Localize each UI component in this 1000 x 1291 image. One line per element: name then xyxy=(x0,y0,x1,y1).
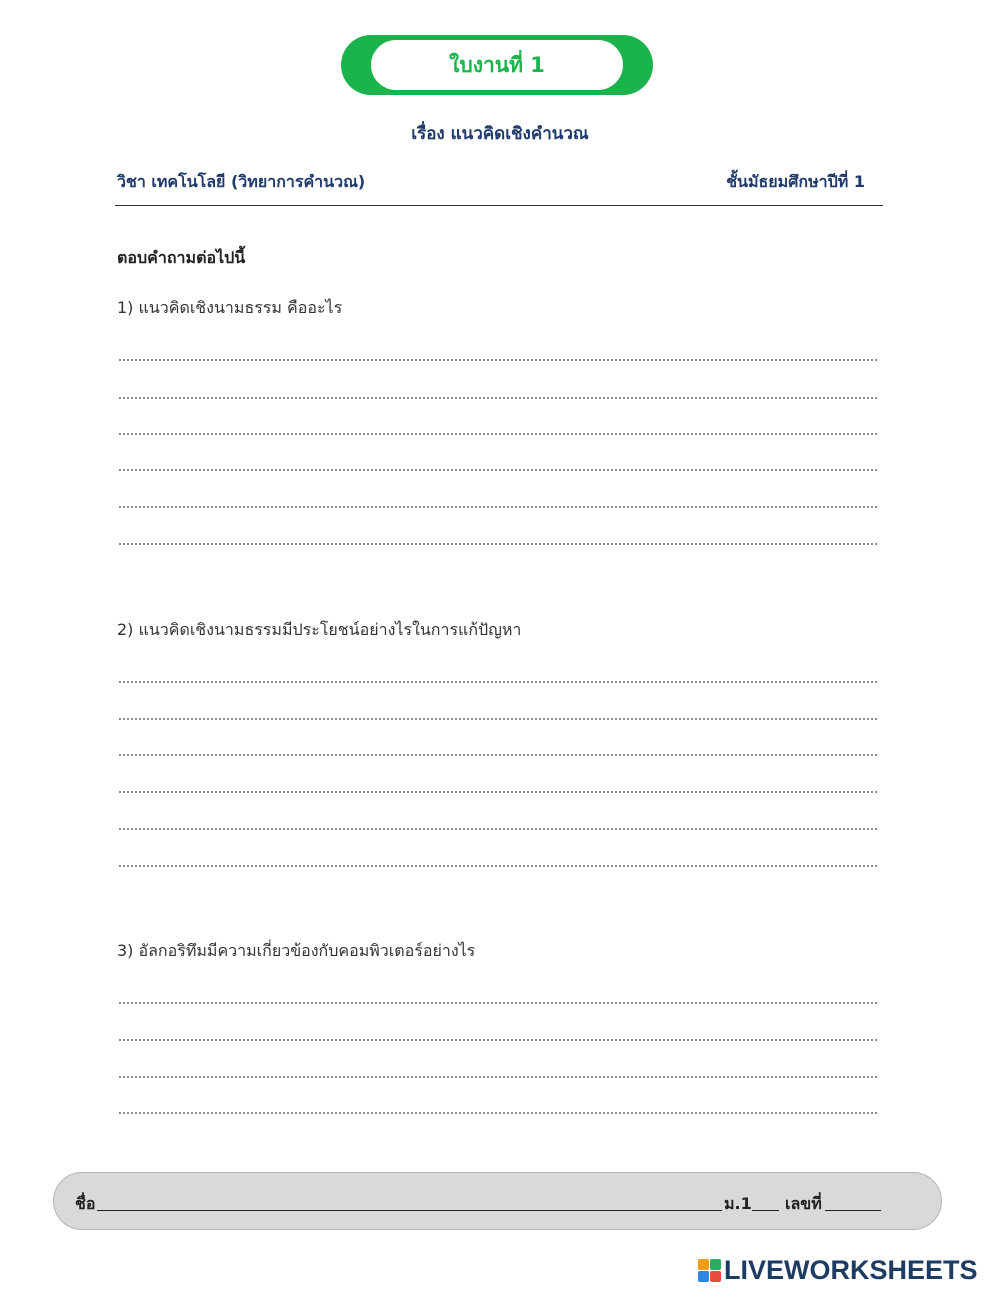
answer-line[interactable] xyxy=(118,506,878,508)
answer-line[interactable] xyxy=(118,718,878,720)
student-info-bar xyxy=(53,1172,942,1230)
answer-line[interactable] xyxy=(118,397,878,399)
question-1: 1) แนวคิดเชิงนามธรรม คืออะไร xyxy=(117,298,343,317)
number-label: เลขที่ xyxy=(785,1194,822,1213)
liveworksheets-logo[interactable] xyxy=(698,1253,978,1287)
answer-line[interactable] xyxy=(118,1076,878,1078)
answer-line[interactable] xyxy=(118,543,878,545)
title-banner xyxy=(341,35,653,95)
answer-line[interactable] xyxy=(118,433,878,435)
answer-line[interactable] xyxy=(118,791,878,793)
number-field[interactable] xyxy=(825,1210,881,1211)
name-field[interactable] xyxy=(97,1210,722,1211)
answer-line[interactable] xyxy=(118,469,878,471)
class-field[interactable] xyxy=(752,1210,779,1211)
answer-line[interactable] xyxy=(118,1002,878,1004)
instruction-text: ตอบคำถามต่อไปนี้ xyxy=(117,248,246,267)
grade-level: ชั้นมัธยมศึกษาปีที่ 1 xyxy=(726,172,865,191)
answer-line[interactable] xyxy=(118,681,878,683)
question-3: 3) อัลกอริทึมมีความเกี่ยวข้องกับคอมพิวเตอร์อย่างไร xyxy=(117,941,476,960)
answer-line[interactable] xyxy=(118,828,878,830)
worksheet-subject: เรื่อง แนวคิดเชิงคำนวณ xyxy=(411,124,589,144)
question-2: 2) แนวคิดเชิงนามธรรมมีประโยชน์อย่างไรในการแก้ปัญหา xyxy=(117,620,522,639)
answer-line[interactable] xyxy=(118,1112,878,1114)
header-divider xyxy=(115,205,883,206)
worksheet-title: ใบงานที่ 1 xyxy=(371,40,623,90)
class-label: ม.1 xyxy=(724,1194,752,1213)
course-name: วิชา เทคโนโลยี (วิทยาการคำนวณ) xyxy=(117,172,366,191)
logo-text: LIVEWORKSHEETS xyxy=(724,1254,978,1285)
answer-line[interactable] xyxy=(118,865,878,867)
answer-line[interactable] xyxy=(118,359,878,361)
name-label: ชื่อ xyxy=(75,1194,96,1213)
answer-line[interactable] xyxy=(118,754,878,756)
answer-line[interactable] xyxy=(118,1039,878,1041)
logo-blocks-icon xyxy=(698,1259,721,1282)
